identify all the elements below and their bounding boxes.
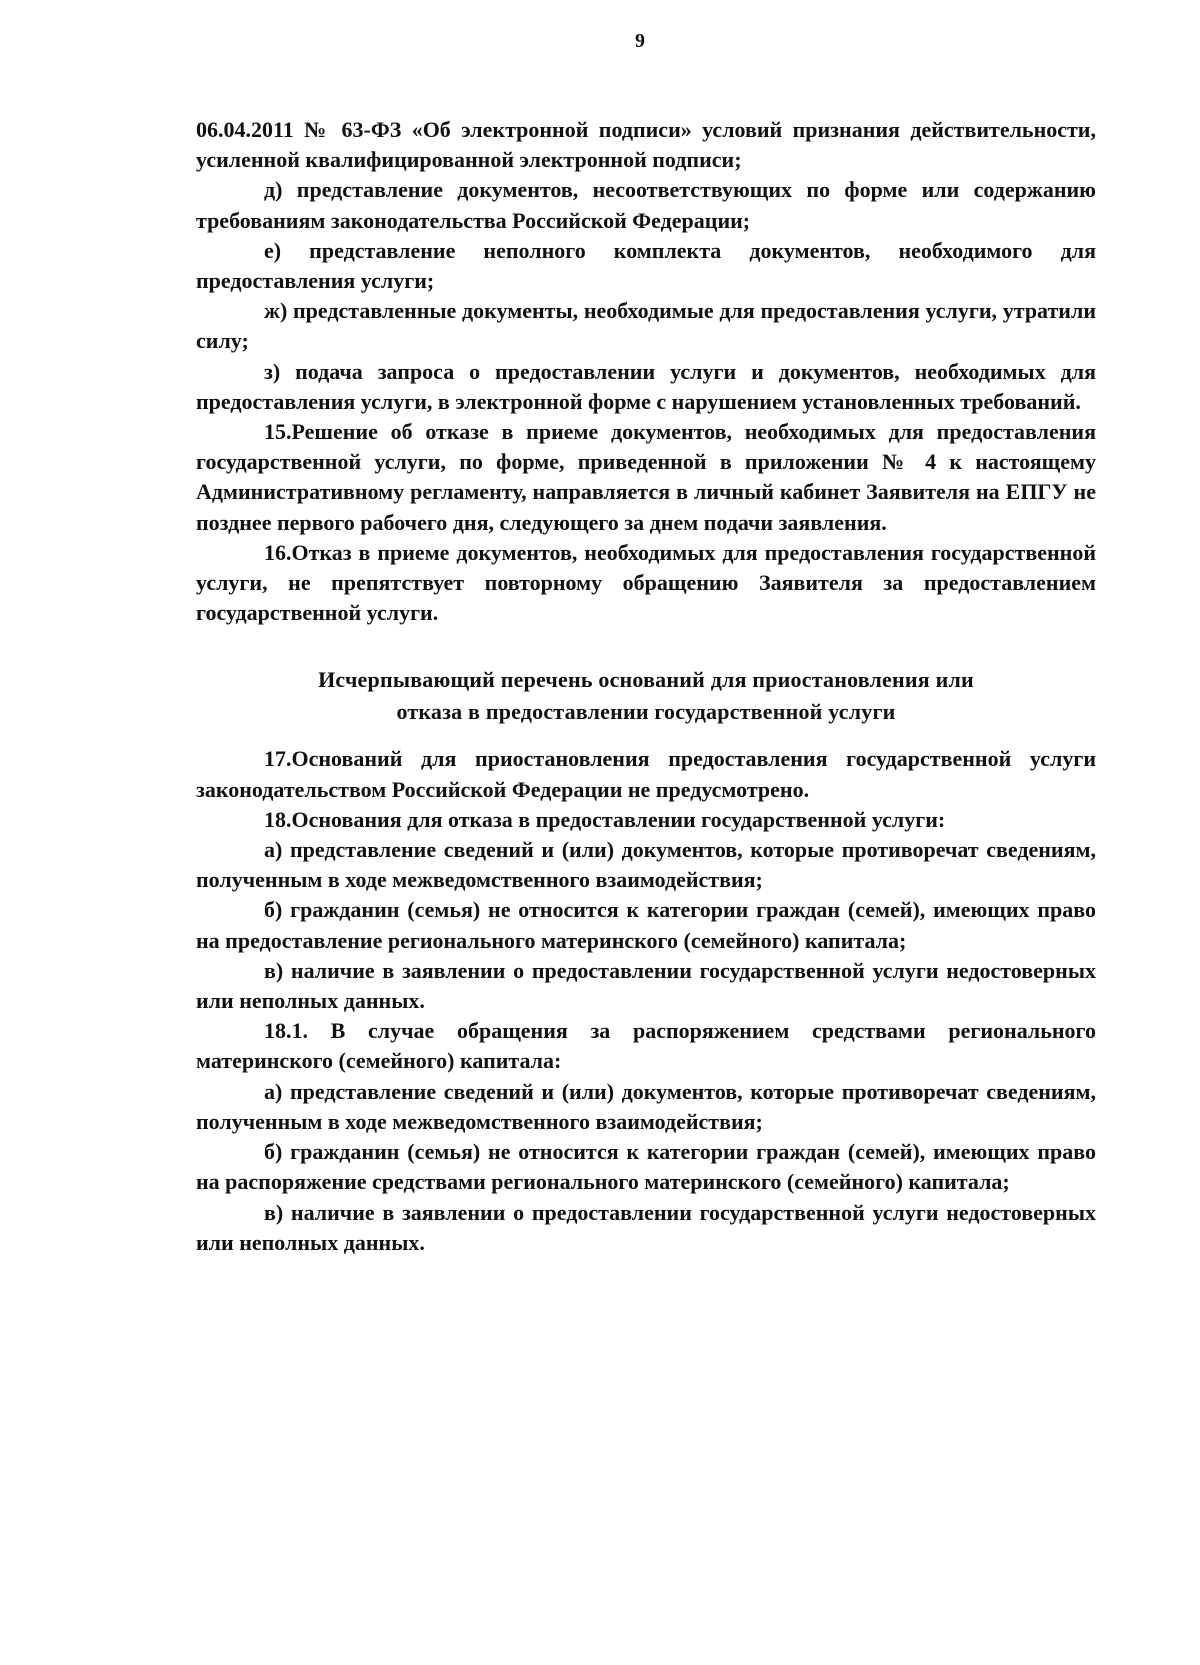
paragraph: 06.04.2011 № 63-ФЗ «Об электронной подписи» условий признания действительности, усиленной квалифицированной электронной подписи; (196, 117, 1096, 173)
paragraph: 18.Основания для отказа в предоставлении государственной услуги: (264, 806, 946, 832)
paragraph: е) представление неполного комплекта документов, необходимого для предоставления услуги; (196, 237, 1096, 294)
paragraph: 17.Оснований для приостановления предоставления государственной услуги законодательством Российской Федерации не предусмотрено. (196, 746, 1096, 802)
paragraph: в) наличие в заявлении о предоставлении государственной услуги недостоверных или неполных данных. (196, 1199, 1096, 1255)
paragraph: б) гражданин (семья) не относится к категории граждан (семей), имеющих право на распоряжение средствами регионального материнского (семейного) капитала; (196, 1139, 1096, 1195)
section-heading (196, 664, 1096, 728)
page-number: 9 (635, 30, 645, 52)
paragraph: 15.Решение об отказе в приеме документов, необходимых для предоставления государственной услуги, по форме, приведенной в приложении № 4 к настоящему Административному регламенту, направляется в личный кабинет Заявителя на ЕПГУ не позднее первого рабочего дня, следующего за днем подачи заявления. (196, 419, 1096, 535)
section-intro (196, 115, 1096, 628)
paragraph: 16.Отказ в приеме документов, необходимых для предоставления государственной услуги, не препятствует повторному обращению Заявителя за предоставлением государственной услуги. (196, 539, 1096, 626)
section-heading-line: отказа в предоставлении государственной услуги (396, 699, 896, 725)
paragraph: б) гражданин (семья) не относится к категории граждан (семей), имеющих право на предоставление регионального материнского (семейного) капитала; (196, 897, 1096, 953)
paragraph: з) подача запроса о предоставлении услуги и документов, необходимых для предоставления услуги, в электронной форме с нарушением установленных требований. (196, 358, 1096, 414)
section-grounds (196, 744, 1096, 1257)
section-heading-line: Исчерпывающий перечень оснований для приостановления или (318, 667, 974, 693)
paragraph: в) наличие в заявлении о предоставлении государственной услуги недостоверных или неполных данных. (196, 957, 1096, 1014)
paragraph: д) представление документов, несоответствующих по форме или содержанию требованиям законодательства Российской Федерации; (196, 177, 1096, 233)
document-body (196, 115, 1096, 1258)
paragraph: а) представление сведений и (или) документов, которые противоречат сведениям, полученным в ходе межведомственного взаимодействия; (196, 837, 1096, 893)
paragraph: 18.1. В случае обращения за распоряжением средствами регионального материнского (семейного) капитала: (196, 1018, 1096, 1074)
paragraph: ж) представленные документы, необходимые для предоставления услуги, утратили силу; (196, 298, 1096, 354)
paragraph: а) представление сведений и (или) документов, которые противоречат сведениям, полученным в ходе межведомственного взаимодействия; (196, 1078, 1096, 1134)
